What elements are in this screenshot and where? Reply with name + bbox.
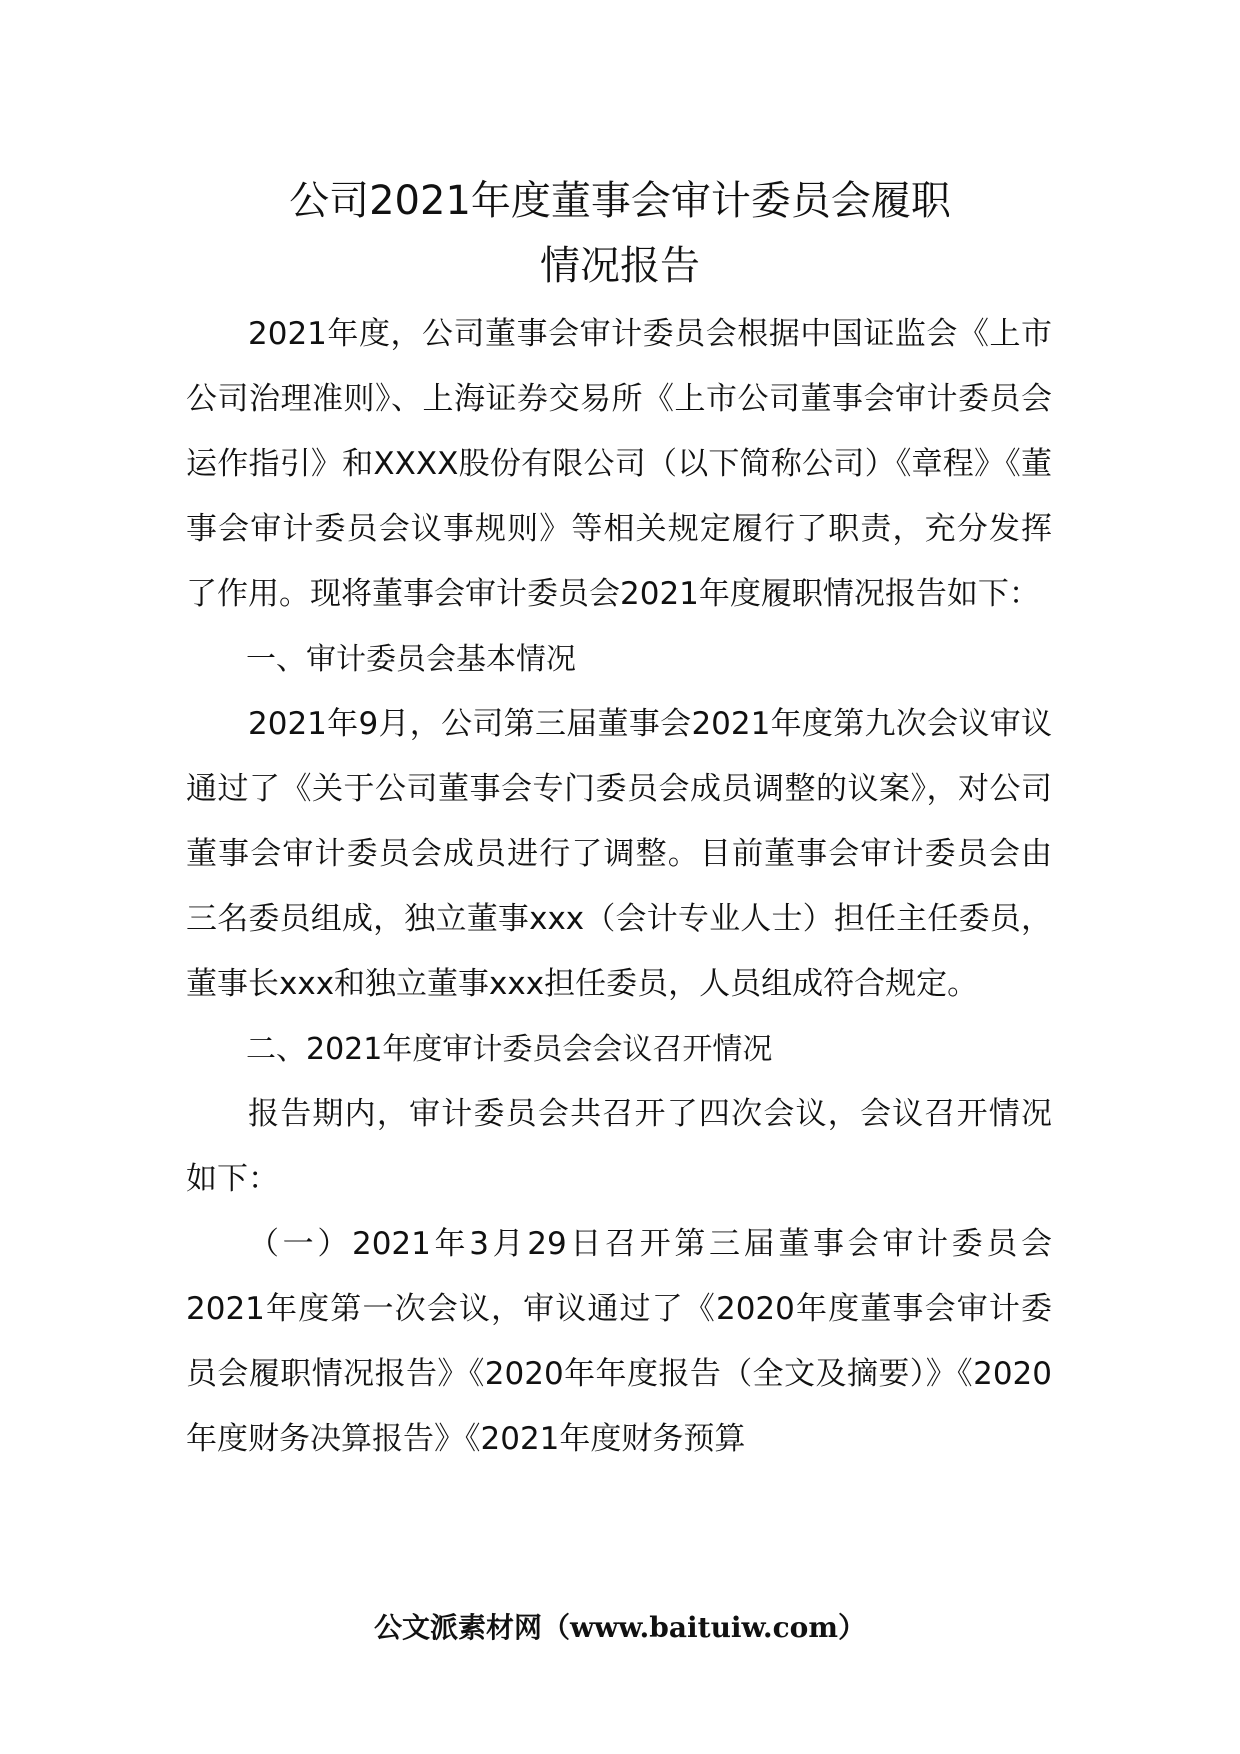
footer-watermark: 公文派素材网（www.baituiw.com） <box>374 1611 866 1644</box>
section-heading-basic-info: 一、审计委员会基本情况 <box>246 642 576 677</box>
intro-paragraph: 2021年度，公司董事会审计委员会根据中国证监会《上市公司治理准则》、上海证券交易所《上市公司董事会审计委员会运作指引》和XXXX股份有限公司（以下简称公司）《章程》《董事会审计委员会议事规则》等相关规定履行了职责，充分发挥了作用。现将董事会审计委员会2021年度履职情况报告如下： <box>186 316 1052 612</box>
basic-info-paragraph: 2021年9月，公司第三届董事会2021年度第九次会议审议通过了《关于公司董事会专门委员会成员调整的议案》，对公司董事会审计委员会成员进行了调整。目前董事会审计委员会由三名委员组成，独立董事xxx（会计专业人士）担任主任委员，董事长xxx和独立董事xxx担任委员，人员组成符合规定。 <box>186 706 1052 1002</box>
document-title-line-2: 情况报告 <box>540 243 700 289</box>
document-title-line-1: 公司2021年度董事会审计委员会履职 <box>289 178 951 224</box>
document-body <box>186 302 1052 1472</box>
section-heading-meetings: 二、2021年度审计委员会会议召开情况 <box>246 1032 773 1067</box>
first-meeting-paragraph: （一）2021年3月29日召开第三届董事会审计委员会2021年度第一次会议，审议通过了《2020年度董事会审计委员会履职情况报告》《2020年年度报告（全文及摘要）》《2020年度财务决算报告》《2021年度财务预算 <box>186 1226 1052 1457</box>
meetings-summary-paragraph: 报告期内，审计委员会共召开了四次会议，会议召开情况如下： <box>186 1096 1052 1197</box>
